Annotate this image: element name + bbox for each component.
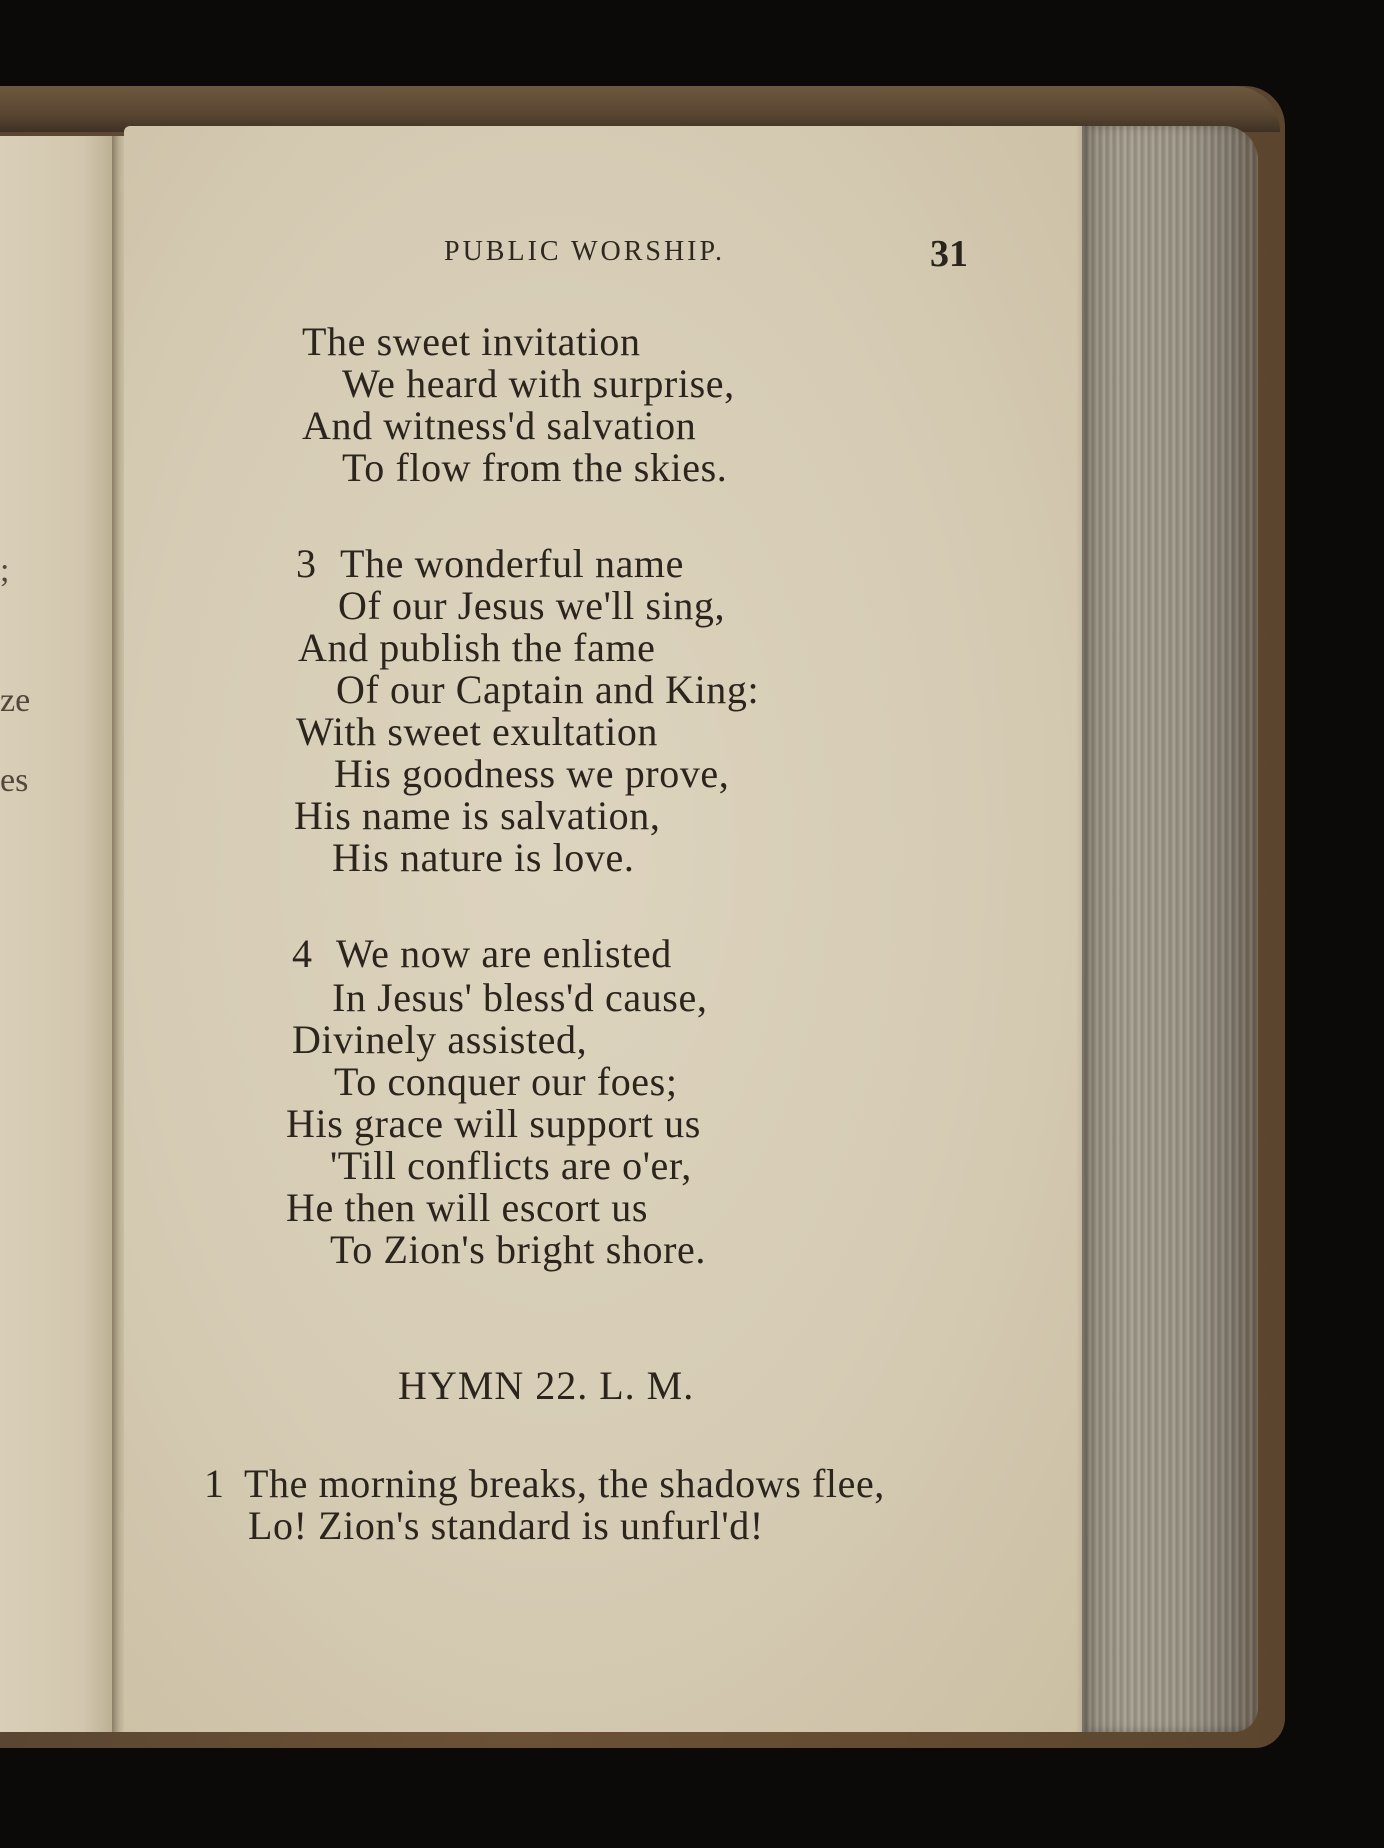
verse-number: 4 — [292, 931, 313, 976]
verse-line: He then will escort us — [286, 1185, 649, 1230]
verse-line: Of our Jesus we'll sing, — [338, 583, 726, 628]
verse-line: The morning breaks, the shadows flee, — [244, 1461, 885, 1506]
left-page-fragment: ze — [0, 682, 31, 719]
verse-line: His name is salvation, — [294, 793, 661, 838]
verse-line: The wonderful name — [340, 541, 685, 586]
verse-line: Lo! Zion's standard is unfurl'd! — [248, 1503, 764, 1548]
hymn-heading: HYMN 22. L. M. — [398, 1363, 695, 1408]
running-head: PUBLIC WORSHIP. — [444, 236, 725, 267]
verse-line: His nature is love. — [332, 835, 635, 880]
verse-line: We now are enlisted — [336, 931, 672, 976]
verse-line: Divinely assisted, — [292, 1017, 588, 1062]
verse-line: Of our Captain and King: — [336, 667, 760, 712]
verse-line: To conquer our foes; — [334, 1059, 678, 1104]
left-page-fragment: es — [0, 762, 29, 799]
verse-line: With sweet exultation — [296, 709, 659, 754]
verse-line: 'Till conflicts are o'er, — [330, 1143, 692, 1188]
verse-line: His goodness we prove, — [334, 751, 730, 796]
verse-line: In Jesus' bless'd cause, — [332, 975, 708, 1020]
verse-number: 1 — [204, 1461, 225, 1506]
verse-line: His grace will support us — [286, 1101, 701, 1146]
page-number: 31 — [930, 233, 968, 275]
verse-line: To Zion's bright shore. — [330, 1227, 706, 1272]
verse-line: We heard with surprise, — [342, 361, 735, 406]
verse-line: To flow from the skies. — [342, 445, 728, 490]
left-page-fragment: ; — [0, 552, 10, 589]
verse-line: The sweet invitation — [302, 319, 641, 364]
verse-line: And witness'd salvation — [302, 403, 697, 448]
page-block-edge — [1082, 126, 1258, 1732]
verse-line: And publish the fame — [298, 625, 656, 670]
verse-number: 3 — [296, 541, 317, 586]
left-page — [0, 136, 118, 1732]
